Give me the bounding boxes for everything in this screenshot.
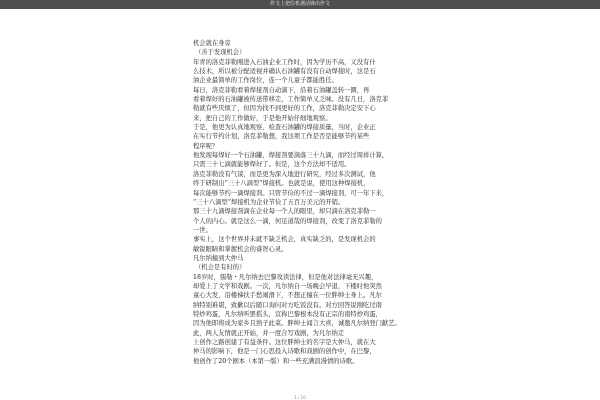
text-line: 特炒鸡蛋，凡尔纳听罢摇头，宣称巴黎根本没有正宗的南特炒鸡蛋， xyxy=(193,310,382,318)
document-page xyxy=(0,9,600,400)
text-line: 于是，他更为认真地观察、检查石油罐的焊接质量，当时，企业正 xyxy=(193,124,376,132)
text-line: 因为他即将成为家乡且熟子此菜。胖绅士闻言大喜，诚邀凡尔纳登门献艺。 xyxy=(193,320,401,328)
text-line: 那三十九滴焊接剂滴在企业每一个人的眼里，却只滴在洛克菲勒一 xyxy=(193,208,376,216)
section-title: 凡尔纳撞到大仲马 xyxy=(193,254,244,262)
text-line: 敏锐眼睛和掌握机会的睿智心灵。 xyxy=(193,245,288,253)
text-line: “三十八滴型”焊接机为企业节俭了五百万美元的开销。 xyxy=(193,198,345,206)
text-line: 在实行节约计划，洛克菲勒想，我这项工作是否是能够节约某些 xyxy=(193,133,370,141)
text-line: 勒就有些厌烦了，但因为找不到更好的工作，洛克菲勒决定安下心 xyxy=(193,105,376,113)
text-line: 只需三十七滴就能够焊好了。但是，这个方法却不适用。 xyxy=(193,161,351,169)
text-line: 程序呢？ xyxy=(193,142,219,150)
text-line: 此，两人友情就正开始，并一度合写戏剧，为凡尔纳走 xyxy=(193,329,345,337)
text-line: 来，把自己的工作做好，于是他开始仔细地观察。 xyxy=(193,114,332,122)
header-bar xyxy=(0,0,600,9)
page-number: 1 / 10 xyxy=(294,395,306,400)
text-line: 年青的洛克菲勒刚进入石油企业工作时，因为学历不高，又没有什 xyxy=(193,58,376,66)
text-line: 每日，洛克菲勒看着焊接剂自动滴下，沿着石油罐盖转一圈，再 xyxy=(193,86,370,94)
text-line: 童心大发，沿楼梯扶手愁闹滑下，不想正撞在一位胖绅士身上。凡尔 xyxy=(193,292,382,300)
text-line: 终于研制出“三十八滴型”焊接机。也就是说，使用这种焊接机， xyxy=(193,180,370,188)
text-line: 油企业最简单的工作岗位，连一个儿童子都能胜任。 xyxy=(193,77,338,85)
text-line: 一世。 xyxy=(193,226,212,234)
text-line: 每次能够节约一滴焊接剂。只管节俭的不过一滴焊接剂，可一年下来， xyxy=(193,189,389,197)
text-line: 仲马的影响下，他是一门心思投入诗歌和戏剧的创作中，在巴黎， xyxy=(193,348,376,356)
article-body xyxy=(193,39,421,366)
text-line: 18岁时，儒勒・凡尔纳去巴黎攻读法律，但是他对法律毫无兴趣， xyxy=(193,273,378,281)
text-line: 上创作之路创建了有益条件。这位胖绅士的名字是大仲马，就在大 xyxy=(193,339,376,346)
text-line: 洛克菲勒没有气馁，而是更为深入地进行研究，经过多次测试，他 xyxy=(193,170,376,178)
text-line: 么技术，所以被分配适视并确认石油罐有没有自动焊接时，这是石 xyxy=(193,68,376,76)
section-subtitle: （机会是有时的） xyxy=(195,264,246,272)
document-title: 作文上把住机遇话锋出作文 xyxy=(269,1,330,7)
text-line: 他创作了20个剧本（本第一版）和一些充满浪漫情的诗歌。 xyxy=(193,357,359,365)
text-line: 却爱上了文学和戏剧。一次，凡尔纳自一场晚会早退，下楼时他突然 xyxy=(193,282,382,290)
text-line: 事实上，这个世界并未就不缺乏机会，真实缺乏的，是发现机会的 xyxy=(193,236,376,244)
text-line: 纳特别难堪，致歉以后随口询问对方吃饭没有。对方回答说刚吃过南 xyxy=(193,301,382,309)
text-line: 看着焊好的石油罐被传送带移走，工作简单又乏味。没有几日，洛克菲 xyxy=(193,96,389,104)
text-line: 他发现每焊好一个石油罐，焊接剂要滴落三十九滴，而经过周祥计算， xyxy=(193,152,389,160)
article-subtitle: （善于发现机会） xyxy=(195,49,246,57)
article-title: 机会就在身旁 xyxy=(193,40,231,47)
text-line: 个人的内心。就是这么一滴，何足道哉的焊接剂，改变了洛克菲勒的 xyxy=(193,217,382,225)
